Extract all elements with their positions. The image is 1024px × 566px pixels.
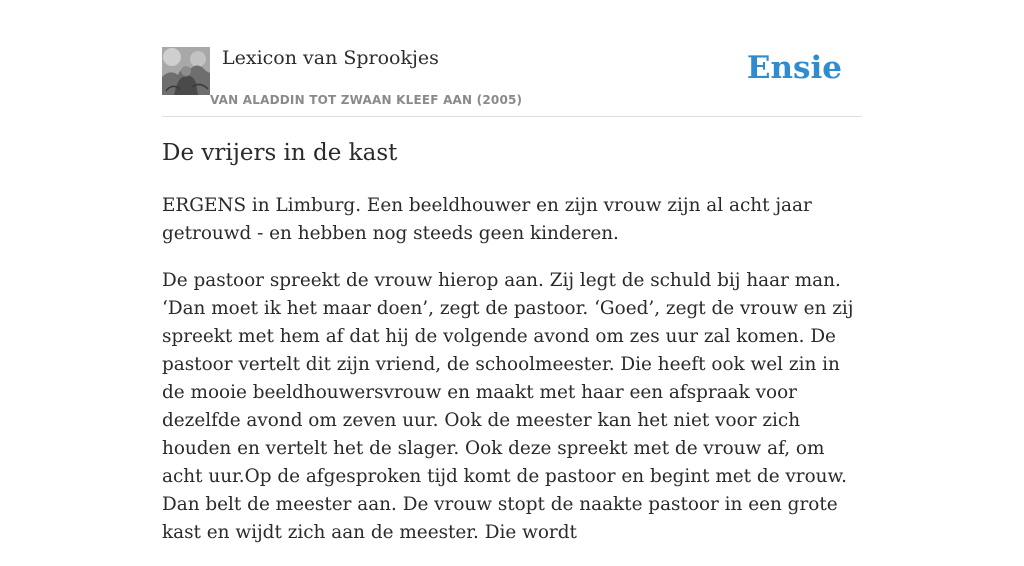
header (162, 46, 862, 117)
entry-content (162, 192, 862, 566)
entry-paragraph: De pastoor spreekt de vrouw hierop aan. Zij legt de schuld bij haar man. ‘Dan moet ik het maar doen’, zegt de pastoor. ‘Goed’, zegt de vrouw en zij spreekt met hem af dat hij de volgende avond om zes uur zal komen. De pastoor vertelt dit zijn vriend, de schoolmeester. Die heeft ook wel zin in de mooie beeldhouwersvrouw en maakt met haar een afspraak voor dezelfde avond om zeven uur. Ook de meester kan het niet voor zich houden en vertelt het de slager. Ook deze spreekt met de vrouw af, om acht uur.Op de afgesproken tijd komt de pastoor en begint met de vrouw. Dan belt de meester aan. De vrouw stopt de naakte pastoor in een grote kast en wijdt zich aan de meester. Die wordt (162, 270, 854, 543)
entry-title: De vrijers in de kast (162, 140, 398, 166)
entry-paragraph: ERGENS in Limburg. Een beeldhouwer en zijn vrouw zijn al acht jaar getrouwd - en hebben nog steeds geen kinderen. (162, 195, 812, 244)
book-subtitle: VAN ALADDIN TOT ZWAAN KLEEF AAN (2005) (210, 93, 523, 107)
book-cover-avatar[interactable] (162, 47, 210, 95)
book-cover-engraving-icon (162, 47, 210, 95)
book-title-link[interactable]: Lexicon van Sprookjes (222, 47, 439, 69)
brand-logo[interactable]: Ensie (746, 50, 842, 86)
page (162, 0, 862, 543)
